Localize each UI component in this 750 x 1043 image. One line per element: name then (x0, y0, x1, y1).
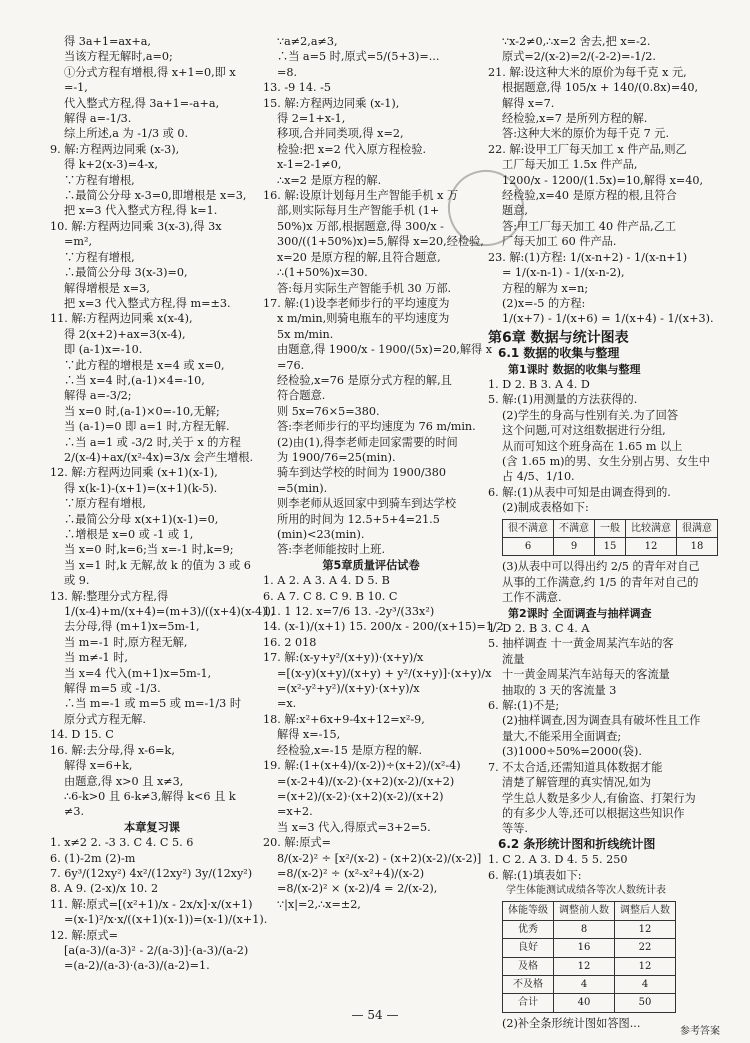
text-line: 当 x=0 时,(a-1)×0=-10,无解; (64, 404, 220, 418)
text-line: 根据题意,得 105/x + 140/(0.8x)=40, (502, 81, 699, 95)
text-line: 综上所述,a 为 -1/3 或 0. (64, 127, 189, 141)
text-line: 答:李老师能按时上班. (277, 543, 386, 557)
text-line: 当 x=1 时,k 无解,故 k 的值为 3 或 6 (64, 558, 251, 572)
text-line: 16. 2 018 (263, 635, 317, 649)
text-line: 第5章质量评估试卷 (322, 558, 420, 572)
text-line: 17. 解:(1)设李老师步行的平均速度为 (263, 296, 450, 310)
section-title-6-2: 6.2 条形统计图和折线统计图 (498, 836, 656, 851)
text-line: 部,则实际每月生产智能手机 (1+ (277, 204, 440, 218)
text-line: ∴当 m=-1 或 m=5 或 m=-1/3 时 (64, 697, 242, 711)
text-line: 得 2=1+x-1, (277, 112, 346, 126)
text-line: =x+2. (277, 805, 313, 819)
text-line: 经检验,x=40 是原方程的根,且符合 (502, 189, 677, 203)
text-line: 从而可知这个班身高在 1.65 m 以上 (502, 439, 683, 453)
text-line: 抽取的 3 天的客流量 3 (502, 683, 617, 697)
text-line: ≠3. (64, 805, 85, 819)
text-line: =x. (277, 697, 297, 711)
text-line: 移项,合并同类项,得 x=2, (277, 127, 404, 141)
table-cell: 6 (503, 538, 554, 556)
text-line: 7. 不太合适,还需知道具体数据才能 (488, 760, 663, 774)
text-line: x=20 是原方程的解,且符合题意, (277, 250, 441, 264)
text-line: 题意, (502, 204, 528, 218)
text-line: 20. 解:原式= (263, 836, 332, 850)
text-line: 17. 解:(x-y+y²/(x+y))·(x+y)/x (263, 651, 424, 665)
text-line: ∵x-2≠0,∴x=2 舍去,把 x=-2. (502, 35, 651, 48)
text-line: 12. 解:原式= (50, 928, 119, 942)
text-line: ∴当 x=4 时,(a-1)×4=-10, (64, 373, 205, 387)
table-row (503, 957, 676, 975)
text-line: 19. 解:(1+(x+4)/(x-2))÷(x+2)/(x²-4) (263, 759, 461, 773)
text-line: 5. 抽样调查 十一黄金周某汽车站的客 (488, 637, 674, 651)
text-line: 经检验,x=-15 是原方程的解. (277, 743, 423, 757)
text-line: =8/(x-2)² ÷ (x²-x²+4)/(x-2) (277, 866, 425, 880)
text-line: 12. 解:方程两边同乘 (x+1)(x-1), (50, 466, 218, 480)
text-line: (2)x=-5 的方程: (502, 296, 586, 310)
text-line: 解得 m=5 或 -1/3. (64, 682, 161, 696)
text-line: 解得 x=6+k, (64, 759, 133, 773)
text-line: 符合题意. (277, 389, 326, 403)
text-line: 厂每天加工 60 件产品. (502, 235, 617, 249)
text-line: =(x+2)/(x-2)·(x+2)(x-2)/(x+2) (277, 789, 444, 803)
text-line: 所用的时间为 12.5+5+4=21.5 (277, 512, 440, 526)
text-line: (3)从表中可以得出约 2/5 的青年对自己 (502, 560, 700, 574)
text-line: 300/((1+50%)x)=5,解得 x=20,经检验, (277, 235, 484, 249)
text-line: 11. 1 12. x=7/6 13. -2y³/(33x²) (263, 605, 435, 619)
text-line: 当 m=-1 时,原方程无解, (64, 635, 188, 649)
text-line: 本章复习课 (124, 820, 180, 834)
text-line: ∵|x|=2,∴x=±2, (277, 897, 361, 911)
text-line: 14. D 15. C (50, 728, 114, 742)
table-cell: 12 (615, 957, 676, 975)
table-row (503, 975, 676, 993)
text-line: 或 9. (64, 574, 90, 588)
text-line: [a(a-3)/(a-3)² - 2/(a-3)]·(a-3)/(a-2) (64, 943, 249, 957)
text-line: 18. 解:x²+6x+9-4x+12=x²-9, (263, 712, 425, 726)
text-line: 解得 x=7. (502, 96, 555, 110)
text-line: 流量 (502, 652, 525, 666)
text-line: 清楚了解管理的真实情况,如为 (502, 776, 651, 790)
text-line: 去分母,得 (m+1)x=5m-1, (64, 620, 200, 634)
text-line: 16. 解:设原计划每月生产智能手机 x 万 (263, 189, 459, 203)
text-line: 11. 解:原式=[(x²+1)/x - 2x/x]·x/(x+1) (50, 897, 253, 911)
text-line: 1. D 2. B 3. C 4. A (488, 622, 590, 636)
text-line: 从事的工作满意,约 1/5 的青年对自己的 (502, 575, 699, 589)
text-line: ①分式方程有增根,得 x+1=0,即 x (64, 65, 236, 79)
table-cell: 18 (677, 538, 718, 556)
text-line: (min)<23(min). (277, 528, 365, 541)
column-1 (50, 34, 275, 974)
text-line: 原式=2/(x-2)=2/(-2-2)=-1/2. (502, 50, 656, 64)
text-line: (2)抽样调查,因为调查具有破坏性且工作 (502, 714, 701, 728)
text-line: 答:李老师步行的平均速度为 76 m/min. (277, 420, 476, 434)
text-line: =(x²-y²+y²)/(x+y)·(x+y)/x (277, 682, 420, 696)
text-line: 13. -9 14. -5 (263, 81, 332, 95)
column-3 (488, 34, 720, 1031)
table-header: 调整后人数 (615, 902, 676, 920)
text-line: =5(min). (277, 481, 328, 495)
text-line: 代入整式方程,得 3a+1=-a+a, (64, 96, 220, 110)
table-cell: 8 (554, 920, 615, 938)
text-line: ∵此方程的增根是 x=4 或 x=0, (64, 358, 225, 372)
text-line: 7. 6y³/(12xy²) 4x²/(12xy²) 3y/(12xy²) (50, 866, 253, 880)
text-line: 则 5x=76×5=380. (277, 404, 380, 418)
text-line: 10. 解:方程两边同乘 3(x-3),得 3x (50, 219, 222, 233)
table-header: 比较满意 (626, 519, 677, 537)
table-cell: 22 (615, 939, 676, 957)
table-header: 很满意 (677, 519, 718, 537)
text-line: 1200/x - 1200/(1.5x)=10,解得 x=40, (502, 173, 704, 187)
text-line: 为 1900/76=25(min). (277, 450, 396, 464)
text-line: ∴当 a=1 或 -3/2 时,关于 x 的方程 (64, 435, 241, 449)
text-line: 1. D 2. B 3. A 4. D (488, 377, 590, 391)
corner-label: 参考答案 (680, 1026, 720, 1037)
text-line: ∴当 a=5 时,原式=5/(5+3)=... (277, 50, 440, 64)
table-cell: 50 (615, 994, 676, 1012)
text-line: 当 x=4 代入(m+1)x=5m-1, (64, 666, 212, 680)
table-row (503, 920, 676, 938)
table-cell: 合计 (503, 994, 554, 1012)
table-cell: 优秀 (503, 920, 554, 938)
text-line: ∵方程有增根, (64, 173, 135, 187)
text-line: 学生总人数是多少人,有偷盗、打架行为 (502, 791, 696, 805)
text-line: 原分式方程无解. (64, 712, 146, 726)
text-line: 8/(x-2)² ÷ [x²/(x-2) - (x+2)(x-2)/(x-2)] (277, 851, 482, 865)
text-line: =(x-1)²/x·x/((x+1)(x-1))=(x-1)/(x+1). (64, 913, 268, 927)
text-line: 21. 解:设这种大米的原价为每千克 x 元, (488, 65, 687, 79)
text-line: 工作不满意. (502, 591, 562, 605)
table-cell: 16 (554, 939, 615, 957)
text-line: 答:甲工厂每天加工 40 件产品,乙工 (502, 219, 677, 233)
text-line: 经检验,x=76 是原分式方程的解,且 (277, 373, 452, 387)
text-line: 16. 解:去分母,得 x-6=k, (50, 743, 175, 757)
text-line: = 1/(x-n-1) - 1/(x-n-2), (502, 266, 625, 280)
text-line: ∴最简公分母 x(x+1)(x-1)=0, (64, 512, 219, 526)
section-title-6-1: 6.1 数据的收集与整理 (498, 346, 620, 361)
text-line: 6. 解:(1)不是; (488, 699, 560, 713)
table-header: 很不满意 (503, 519, 554, 537)
text-line: 工厂每天加工 1.5x 件产品, (502, 158, 638, 172)
text-line: =(x-2+4)/(x-2)·(x+2)(x-2)/(x+2) (277, 774, 455, 788)
table-cell: 12 (615, 920, 676, 938)
text-line: (2)学生的身高与性别有关.为了回答 (502, 408, 679, 422)
table-cell: 4 (615, 975, 676, 993)
table-cell: 良好 (503, 939, 554, 957)
text-line: 13. 解:整理分式方程,得 (50, 589, 169, 603)
text-line: 这个问题,可对这组数据进行分组, (502, 424, 666, 438)
text-line: 即 (a-1)x=-10. (64, 343, 143, 357)
text-line: x m/min,则骑电瓶车的平均速度为 (277, 312, 450, 326)
text-line: =76. (277, 358, 305, 372)
text-line: 检验:把 x=2 代入原方程检验. (277, 142, 427, 156)
text-line: x-1=2-1≠0, (277, 158, 342, 172)
text-line: 则李老师从返回家中到骑车到达学校 (277, 497, 457, 511)
text-line: 1/(x-4)+m/(x+4)=(m+3)/((x+4)(x-4)), (64, 605, 275, 619)
text-line: 答:这种大米的原价为每千克 7 元. (502, 127, 669, 141)
lesson-title-1: 第1课时 数据的收集与整理 (508, 362, 641, 376)
text-line: 把 x=3 代入整式方程,得 m=±3. (64, 296, 231, 310)
text-line: 1/(x+7) - 1/(x+6) = 1/(x+4) - 1/(x+3). (502, 312, 714, 326)
text-line: 经检验,x=7 是所列方程的解. (502, 112, 648, 126)
text-line: 当 (a-1)=0 即 a=1 时,方程无解. (64, 420, 230, 434)
text-line: ∵a≠2,a≠3, (277, 35, 338, 48)
text-line: 解得 x=-15, (277, 728, 341, 742)
table-header: 一般 (595, 519, 626, 537)
text-line: 8. A 9. (2-x)/x 10. 2 (50, 882, 159, 896)
page-number: — 54 — (351, 1008, 399, 1022)
text-line: ∴6-k>0 且 6-k≠3,解得 k<6 且 k (64, 789, 236, 803)
table-row (503, 939, 676, 957)
text-line: 1. C 2. A 3. D 4. 5 5. 250 (488, 853, 628, 867)
text-line: 当 m≠-1 时, (64, 651, 128, 665)
text-line: ∴最简公分母 x-3=0,即增根是 x=3, (64, 189, 247, 203)
text-line: ∵原方程有增根, (64, 497, 146, 511)
text-line: 6. 解:(1)从表中可知是由调查得到的. (488, 485, 671, 499)
text-line: 把 x=3 代入整式方程,得 k=1. (64, 204, 218, 218)
text-line: ∴(1+50%)x=30. (277, 266, 368, 280)
text-line: ∴增根是 x=0 或 -1 或 1, (64, 528, 194, 541)
table-cell: 12 (554, 957, 615, 975)
text-line: 等等. (502, 822, 528, 836)
table-header: 不满意 (554, 519, 595, 537)
text-line: 6. 解:(1)填表如下: (488, 868, 582, 882)
table-cell: 及格 (503, 957, 554, 975)
table-cell: 40 (554, 994, 615, 1012)
text-line: 由题意,得 1900/x - 1900/(5x)=20,解得 x (277, 343, 493, 357)
text-line: 当 x=3 代入,得原式=3+2=5. (277, 820, 431, 834)
text-line: =8. (277, 65, 298, 79)
table-header: 调整前人数 (554, 902, 615, 920)
chapter-title: 第6章 数据与统计图表 (488, 329, 629, 346)
text-line: =[(x-y)(x+y)/(x+y) + y²/(x+y)]·(x+y)/x (277, 666, 492, 680)
text-line: 5. 解:(1)用测量的方法获得的. (488, 393, 638, 407)
text-line: (3)1000÷50%=2000(袋). (502, 745, 642, 759)
text-line: (含 1.65 m)的男、女生分别占男、女生中 (502, 454, 710, 468)
table-caption: 学生体能测试成绩各等次人数统计表 (506, 884, 666, 896)
text-line: 14. (x-1)/(x+1) 15. 200/x - 200/(x+15)=1/2 (263, 620, 504, 634)
text-line: 方程的解为 x=n; (502, 281, 589, 295)
text-line: 骑车到达学校的时间为 1900/380 (277, 466, 447, 480)
text-line: 得 2(x+2)+ax=3(x-4), (64, 327, 186, 341)
text-line: 11. 解:方程两边同乘 x(x-4), (50, 312, 193, 326)
text-line: ∴x=2 是原方程的解. (277, 173, 382, 187)
text-line: 占 4/5、1/10. (502, 470, 575, 484)
fitness-table (502, 901, 676, 1012)
text-line: 1. A 2. A 3. A 4. D 5. B (263, 574, 390, 588)
text-line: 23. 解:(1)方程: 1/(x-n+2) - 1/(x-n+1) (488, 250, 688, 264)
text-line: 解得 a=-1/3. (64, 112, 132, 126)
text-line: 量大,不能采用全面调查; (502, 729, 622, 743)
text-line: 由题意,得 x>0 且 x≠3, (64, 774, 184, 788)
text-line: 50%)x 万部,根据题意,得 300/x - (277, 219, 444, 233)
text-line: 9. 解:方程两边同乘 (x-3), (50, 142, 180, 156)
table-cell: 9 (554, 538, 595, 556)
satisfaction-table (502, 519, 718, 557)
text-line: 6. A 7. C 8. C 9. B 10. C (263, 589, 398, 603)
text-line: 当 x=0 时,k=6;当 x=-1 时,k=9; (64, 543, 234, 557)
text-line: 22. 解:设甲工厂每天加工 x 件产品,则乙 (488, 142, 687, 156)
text-line: 得 3a+1=ax+a, (64, 35, 151, 48)
text-line: 15. 解:方程两边同乘 (x-1), (263, 96, 400, 110)
text-line: 答:每月实际生产智能手机 30 万部. (277, 281, 452, 295)
table-cell: 15 (595, 538, 626, 556)
text-line: 的有多少人等,还可以根据这些知识作 (502, 806, 685, 820)
text-line: 5x m/min. (277, 327, 334, 341)
text-line: 得 x(k-1)-(x+1)=(x+1)(k-5). (64, 481, 218, 495)
text-line: (2)由(1),得李老师走回家需要的时间 (277, 435, 458, 449)
text-line: ∵方程有增根, (64, 250, 135, 264)
text-line: =(a-2)/(a-3)·(a-3)/(a-2)=1. (64, 959, 210, 973)
table-header: 体能等级 (503, 902, 554, 920)
text-line: 十一黄金周某汽车站每天的客流量 (502, 668, 670, 682)
column-2 (263, 34, 504, 912)
text-line: 2/(x-4)+ax/(x²-4x)=3/x 会产生增根. (64, 450, 254, 464)
text-line: 解得增根是 x=3, (64, 281, 150, 295)
text-line: ∴最简公分母 3(x-3)=0, (64, 266, 188, 280)
text-line: 当该方程无解时,a=0; (64, 50, 173, 64)
text-line: 6. (1)-2m (2)-m (50, 851, 136, 865)
text-line: (2)制成表格如下: (502, 501, 589, 515)
text-line: (2)补全条形统计图如答图... (502, 1016, 641, 1030)
text-line: 得 k+2(x-3)=4-x, (64, 158, 158, 172)
text-line: =8/(x-2)² × (x-2)/4 = 2/(x-2), (277, 882, 438, 896)
table-cell: 4 (554, 975, 615, 993)
table-cell: 12 (626, 538, 677, 556)
text-line: 第2课时 全面调查与抽样调查 (508, 606, 652, 620)
text-line: 解得 a=-3/2; (64, 389, 132, 403)
table-cell: 不及格 (503, 975, 554, 993)
text-line: =m², (64, 235, 93, 249)
text-line: =-1, (64, 81, 88, 95)
text-line: 1. x≠2 2. -3 3. C 4. C 5. 6 (50, 836, 194, 850)
